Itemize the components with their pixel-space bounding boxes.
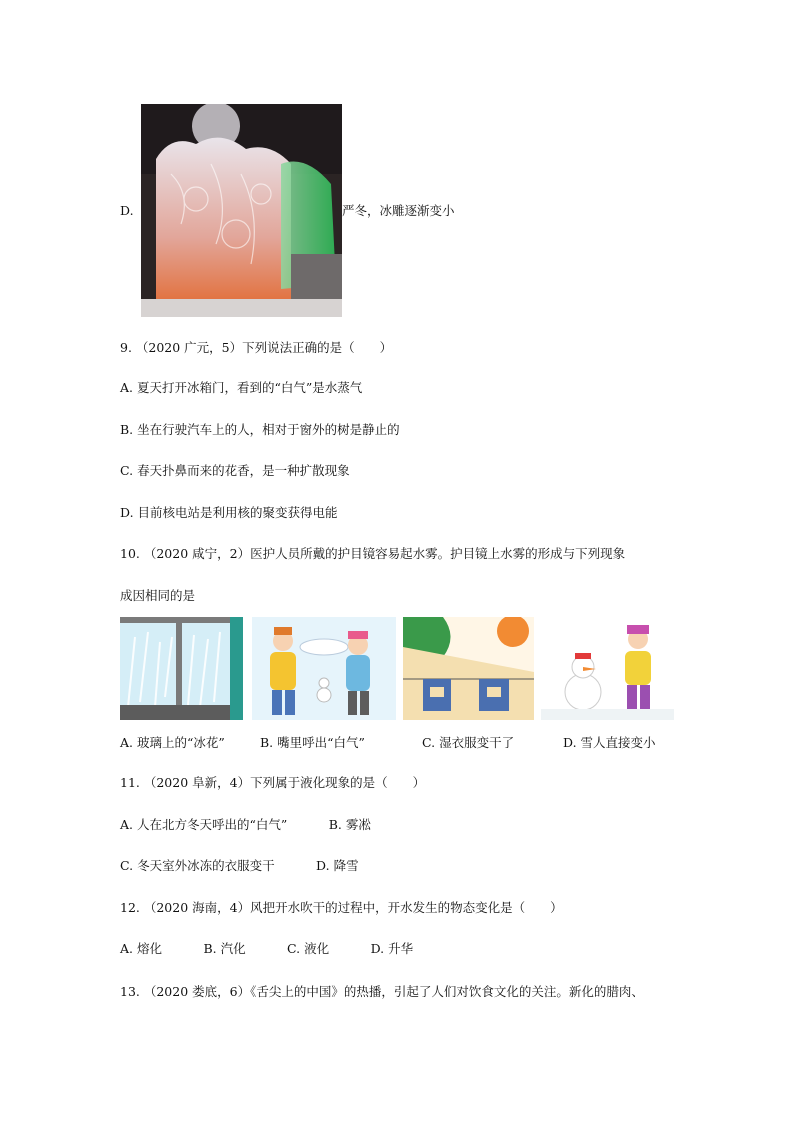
q11-options-row2: C. 冬天室外冰冻的衣服变干 D. 降雪: [120, 858, 359, 873]
q10-stem-line1: 10. （2020 咸宁，2）医护人员所戴的护目镜容易起水雾。护目镜上水雾的形成与下列现象: [120, 546, 626, 561]
option-d-text: 严冬，冰雕逐渐变小: [342, 203, 455, 218]
ice-sculpture-image: [141, 104, 342, 317]
wet-clothes-drying-image: [403, 617, 534, 720]
option-d-letter: D.: [120, 203, 134, 218]
snowman-image: [541, 617, 674, 720]
q9-option-d: D. 目前核电站是利用核的聚变获得电能: [120, 505, 338, 520]
q10-caption-a: A. 玻璃上的“冰花”: [120, 735, 225, 750]
q11-stem: 11. （2020 阜新，4）下列属于液化现象的是（ ）: [120, 775, 426, 790]
q13-stem: 13. （2020 娄底，6）《舌尖上的中国》的热播，引起了人们对饮食文化的关注。新化的腊肉、: [120, 984, 644, 999]
q11-options-row1: A. 人在北方冬天呼出的“白气” B. 雾凇: [120, 817, 371, 832]
q9-option-a: A. 夏天打开冰箱门，看到的“白气”是水蒸气: [120, 380, 363, 395]
q10-caption-d: D. 雪人直接变小: [563, 735, 656, 750]
breath-children-image: [252, 617, 396, 720]
q9-option-b: B. 坐在行驶汽车上的人，相对于窗外的树是静止的: [120, 422, 400, 437]
q9-option-c: C. 春天扑鼻而来的花香，是一种扩散现象: [120, 463, 350, 478]
q10-stem-line2: 成因相同的是: [120, 588, 196, 603]
frosted-window-image: [120, 617, 243, 720]
q10-caption-b: B. 嘴里呼出“白气”: [260, 735, 365, 750]
q9-stem: 9. （2020 广元，5）下列说法正确的是（ ）: [120, 340, 393, 355]
q12-stem: 12. （2020 海南，4）风把开水吹干的过程中，开水发生的物态变化是（ ）: [120, 900, 563, 915]
q12-options: A. 熔化 B. 汽化 C. 液化 D. 升华: [120, 941, 414, 956]
q10-caption-c: C. 湿衣服变干了: [422, 735, 515, 750]
